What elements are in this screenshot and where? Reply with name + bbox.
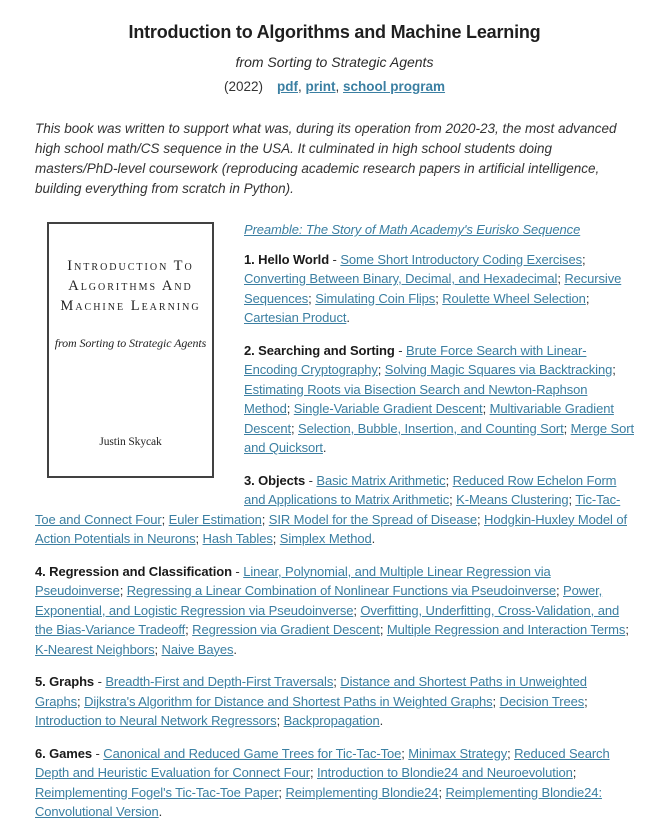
chapter-topic-link[interactable]: Naive Bayes [161,641,234,657]
cover-title [49,256,212,316]
chapter-topic-link[interactable]: Recursive Sequences [244,271,622,306]
chapter-topic-link[interactable]: Dijkstra's Algorithm for Distance and Shortest Paths in Weighted Graphs [84,693,493,709]
chapter-topic-link[interactable]: Linear, Polynomial, and Multiple Linear Regression via Pseudoinverse [35,563,551,598]
chapter-2: 2. Searching and Sorting - Brute Force Search with Linear-Encoding Cryptography; Solving Magic Squares via Backtracking; Estimating Roots via Bisection Search and Newton-Raphson Method; Single-Variable Gradient Descent; Multivariable Gradient Descent; Selection, Bubble, Insertion, and Counting Sort; Merge Sort and Quicksort. [244,342,634,455]
chapter-topic-link[interactable]: Multiple Regression and Interaction Terms [386,622,626,637]
chapter-label: 3. Objects [244,472,306,488]
chapter-4: 4. Regression and Classification - Linear, Polynomial, and Multiple Linear Regression via Pseudoinverse; Regressing a Linear Combination of Nonlinear Functions via Pseudoinverse; Power, Exponential, and Logistic Regression via Pseudoinverse; Overfitting, Underfitting, Cross-Validation, and the Bias-Variance Tradeoff; Regression via Gradient Descent; Multiple Regression and Interaction Terms; K-Nearest Neighbors; Naive Bayes. [35,563,629,657]
chapter-label: 4. Regression and Classification [35,563,232,579]
chapter-topic-link[interactable]: Power, Exponential, and Logistic Regression via Pseudoinverse [35,583,603,618]
chapter-topic-link[interactable]: Canonical and Reduced Game Trees for Tic-Tac-Toe [103,745,402,761]
publication-links: pdf, print, school program [276,79,446,94]
chapter-label: 2. Searching and Sorting [244,342,395,358]
chapter-topic-link[interactable]: Overfitting, Underfitting, Cross-Validation, and the Bias-Variance Tradeoff [35,602,620,637]
chapter-1: 1. Hello World - Some Short Introductory Coding Exercises; Converting Between Binary, Decimal, and Hexadecimal; Recursive Sequences; Simulating Coin Flips; Roulette Wheel Selection; Cartesian Product. [244,251,622,325]
chapter-topic-link[interactable]: Reduced Search Depth and Heuristic Evaluation for Connect Four [35,745,610,780]
chapter-topic-link[interactable]: Converting Between Binary, Decimal, and Hexadecimal [244,271,558,286]
chapter-topic-link[interactable]: Brute Force Search with Linear-Encoding Cryptography [244,342,587,377]
page-subtitle: from Sorting to Strategic Agents [235,54,434,70]
cover-title-line: Algorithms And [68,278,193,294]
chapter-topic-link[interactable]: Reimplementing Blondie24 [285,784,439,800]
chapter-topic-link[interactable]: Euler Estimation [168,511,262,527]
publication-line [35,79,634,94]
chapter-6: 6. Games - Canonical and Reduced Game Trees for Tic-Tac-Toe; Minimax Strategy; Reduced Search Depth and Heuristic Evaluation for Connect Four; Introduction to Blondie24 and Neuroevolution; Reimplementing Fogel's Tic-Tac-Toe Paper; Reimplementing Blondie24; Reimplementing Blondie24: Convolutional Version. [35,745,610,819]
chapter-topic-link[interactable]: Regression via Gradient Descent [192,622,380,637]
chapter-label: 5. Graphs [35,674,95,689]
chapter-topic-link[interactable]: Decision Trees [499,693,585,709]
chapter-topic-link[interactable]: Some Short Introductory Coding Exercises [340,251,582,267]
chapter-topic-link[interactable]: SIR Model for the Spread of Disease [268,511,477,527]
chapter-topic-link[interactable]: Basic Matrix Arithmetic [316,472,446,488]
pub-link-school-program[interactable]: school program [343,79,446,94]
chapter-topic-link[interactable]: Regressing a Linear Combination of Nonlinear Functions via Pseudoinverse [126,583,556,598]
chapter-topic-link[interactable]: Introduction to Neural Network Regressors [35,713,277,728]
chapter-topic-link[interactable]: Estimating Roots via Bisection Search and Newton-Raphson Method [244,381,588,416]
chapter-topic-link[interactable]: Single-Variable Gradient Descent [293,401,483,416]
chapter-label: 1. Hello World [244,251,330,267]
publication-year: (2022) [223,79,263,94]
chapter-topic-link[interactable]: Distance and Shortest Paths in Unweighted Graphs [35,674,587,709]
page-title: Introduction to Algorithms and Machine Learning [128,22,541,42]
chapter-topic-link[interactable]: Solving Magic Squares via Backtracking [384,362,613,377]
chapter-topic-link[interactable]: Reduced Row Echelon Form and Applications to Matrix Arithmetic [244,472,617,507]
cover-title-line: Machine Learning [60,298,201,314]
chapter-topic-link[interactable]: Reimplementing Fogel's Tic-Tac-Toe Paper [35,784,279,800]
chapter-topic-link[interactable]: Merge Sort and Quicksort [244,420,634,455]
chapter-topic-link[interactable]: Introduction to Blondie24 and Neuroevolution [316,765,573,780]
preamble-link[interactable]: Preamble: The Story of Math Academy's Eurisko Sequence [244,222,581,237]
cover-title-line: Introduction To [67,258,194,274]
chapter-topic-link[interactable]: Breadth-First and Depth-First Traversals [105,674,334,689]
cover-subtitle: from Sorting to Strategic Agents [54,336,207,350]
chapter-5: 5. Graphs - Breadth-First and Depth-First Traversals; Distance and Shortest Paths in Unweighted Graphs; Dijkstra's Algorithm for Distance and Shortest Paths in Weighted Graphs; Decision Trees; Introduction to Neural Network Regressors; Backpropagation. [35,674,588,728]
cover-author: Justin Skycak [99,435,162,448]
chapter-3: 3. Objects - Basic Matrix Arithmetic; Reduced Row Echelon Form and Applications to Matrix Arithmetic; K-Means Clustering; Tic-Tac-Toe and Connect Four; Euler Estimation; SIR Model for the Spread of Disease; Hodgkin-Huxley Model of Action Potentials in Neurons; Hash Tables; Simplex Method. [35,472,627,546]
chapter-topic-link[interactable]: Reimplementing Blondie24: Convolutional Version [35,784,602,819]
chapter-topic-link[interactable]: Simulating Coin Flips [315,290,436,306]
chapter-topic-link[interactable]: Simplex Method [279,531,372,546]
chapter-topic-link[interactable]: Cartesian Product [244,310,347,325]
page-header [35,22,634,94]
table-of-contents [35,220,634,822]
chapter-topic-link[interactable]: Backpropagation [283,713,380,728]
chapter-topic-link[interactable]: K-Nearest Neighbors [35,641,155,657]
chapter-topic-link[interactable]: Tic-Tac-Toe and Connect Four [35,492,621,527]
chapter-topic-link[interactable]: Hash Tables [202,531,273,546]
chapter-label: 6. Games [35,745,93,761]
chapter-topic-link[interactable]: Hodgkin-Huxley Model of Action Potentials in Neurons [35,511,627,546]
pub-link-pdf[interactable]: pdf [276,79,298,94]
book-cover-image [47,222,214,478]
chapter-topic-link[interactable]: Multivariable Gradient Descent [244,401,614,436]
pub-link-print[interactable]: print [305,79,336,94]
book-landing-page [0,22,669,822]
chapter-topic-link[interactable]: K-Means Clustering [456,492,569,507]
intro-paragraph: This book was written to support what was, during its operation from 2020-23, the most advanced high school math/CS sequence in the USA. It culminated in high school students doing masters/PhD-level coursework (reproducing academic research papers in artificial intelligence, building everything from scratch in Python). [35,121,617,196]
chapter-topic-link[interactable]: Minimax Strategy [408,745,508,761]
chapter-topic-link[interactable]: Selection, Bubble, Insertion, and Counting Sort [298,420,564,436]
chapter-topic-link[interactable]: Roulette Wheel Selection [442,290,586,306]
